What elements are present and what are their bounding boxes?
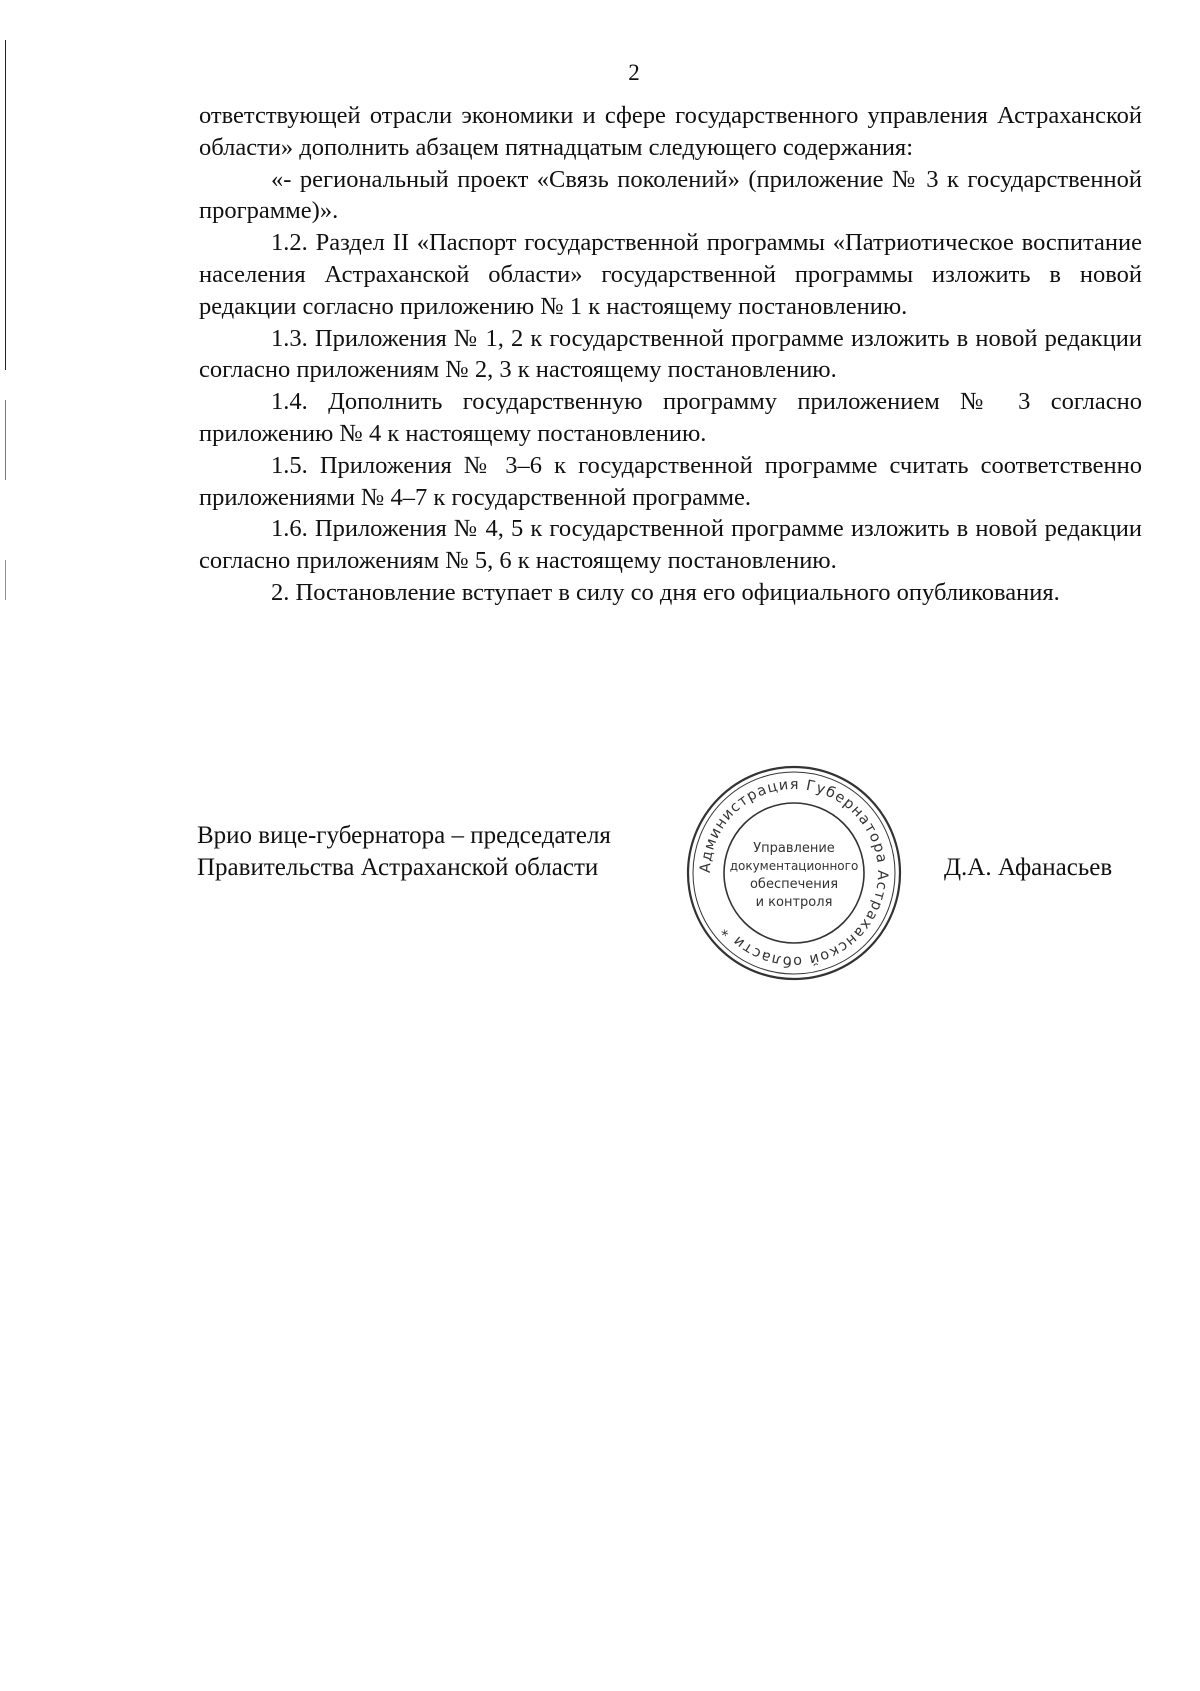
scan-edge-line: [5, 40, 6, 370]
paragraph-regional-project: «- региональный проект «Связь поколений» (приложение № 3 к государственной программе)».: [199, 165, 1142, 225]
scan-edge-line: [5, 400, 6, 480]
page-number: 2: [628, 60, 640, 85]
paragraph-1-3: 1.3. Приложения № 1, 2 к государственной программе изложить в новой редакции согласно приложениям № 2, 3 к настоящему постановлению.: [199, 324, 1142, 384]
paragraph-1-4: 1.4. Дополнить государственную программу приложением № 3 согласно приложению № 4 к настоящему постановлению.: [199, 388, 1142, 447]
seal-inner-line: документационного: [729, 859, 859, 873]
scan-edge-line: [5, 560, 6, 600]
paragraph-continuation: ответствующей отрасли экономики и сфере государственного управления Астраханской области» дополнить абзацем пятнадцатым следующего содержания:: [199, 102, 1142, 161]
signer-name: Д.А. Афанасьев: [944, 854, 1113, 881]
paragraph-1-6: 1.6. Приложения № 4, 5 к государственной программе изложить в новой редакции согласно приложениям № 5, 6 к настоящему постановлению.: [199, 515, 1142, 575]
paragraph-2: 2. Постановление вступает в силу со дня его официального опубликования.: [271, 578, 1060, 606]
signature-position: [197, 820, 611, 884]
seal-outer-text: Администрация Губернатора Астраханской области *: [697, 776, 891, 970]
signature-position-line2: Правительства Астраханской области: [197, 854, 599, 881]
seal-inner-line: обеспечения: [749, 877, 839, 892]
paragraph-1-2: 1.2. Раздел II «Паспорт государственной программы «Патриотическое воспитание населения Астраханской области» государственной программы изложить в новой редакции согласно приложению № 1 к настоящему постановлению.: [199, 229, 1142, 320]
paragraph-1-5: 1.5. Приложения № 3–6 к государственной программе считать соответственно приложениями № 4–7 к государственной программе.: [199, 451, 1142, 511]
document-body: [199, 100, 1142, 609]
seal-inner-line: Управление: [753, 841, 835, 856]
seal-graphic: [683, 762, 905, 984]
signature-position-line1: Врио вице-губернатора – председателя: [197, 822, 611, 849]
svg-text:Администрация Губернатора Астр: [698, 777, 890, 969]
official-seal-stamp: [683, 762, 905, 984]
seal-inner-line: и контроля: [755, 895, 833, 910]
